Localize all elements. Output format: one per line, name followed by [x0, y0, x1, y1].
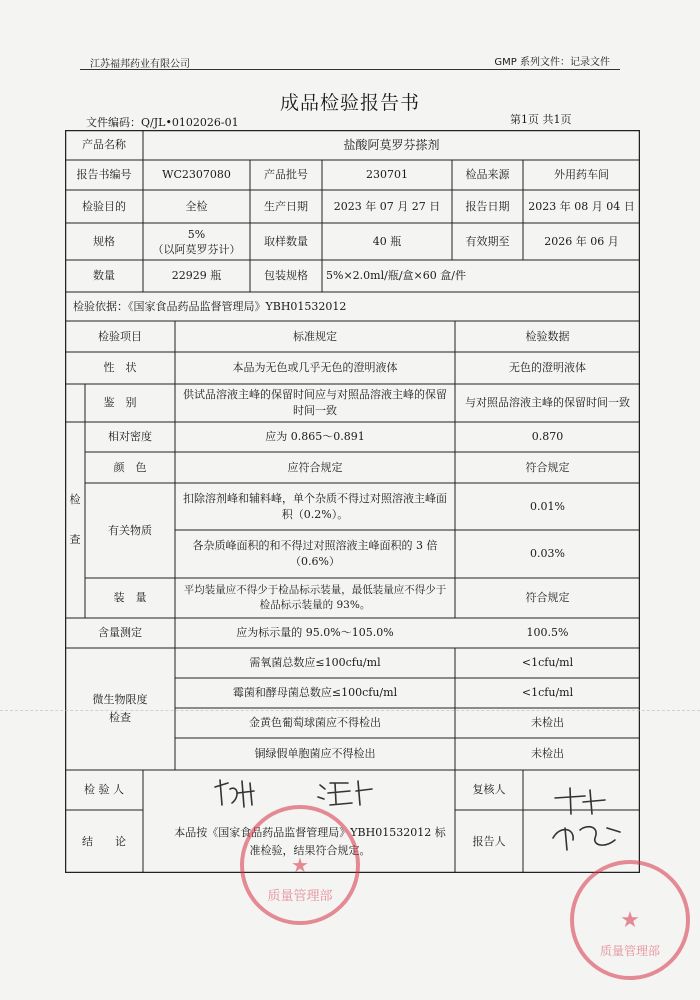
assay-result: 100.5%	[526, 626, 569, 639]
test-basis: 检验依据：《国家食品药品监督管理局》YBH01532012	[73, 299, 347, 313]
quantity-label: 数量	[93, 269, 115, 282]
product-name-label: 产品名称	[82, 138, 126, 151]
col-head-standard: 标准规定	[293, 329, 337, 343]
fill-label: 装 量	[113, 591, 147, 604]
micro-standard-4: 铜绿假单胞菌应不得检出	[254, 747, 376, 760]
micro-result-2: <1cfu/ml	[521, 686, 574, 699]
page-info: 第1页 共1页	[510, 113, 572, 126]
microbial-label	[65, 648, 175, 770]
company-name: 江苏福邦药业有限公司	[90, 59, 190, 70]
svg-text:★: ★	[620, 908, 640, 933]
related-result-1: 0.01%	[530, 499, 565, 513]
check-label-1: 检	[69, 493, 81, 506]
microbial-label-2: 检查	[109, 711, 131, 724]
reviewer-reporter-signatures	[545, 780, 635, 855]
quality-dept-seal-right	[565, 855, 695, 985]
identification-standard: 供试品溶液主峰的保留时间应与对照品溶液主峰的保留时间一致	[183, 388, 447, 417]
character-label: 性 状	[103, 361, 137, 374]
gmp-label: GMP 系列文件：记录文件	[494, 57, 610, 68]
sample-qty-label: 取样数量	[264, 234, 308, 248]
character-standard: 本品为无色或几乎无色的澄明液体	[232, 361, 398, 374]
prod-date-label: 生产日期	[264, 199, 308, 213]
quality-dept-seal-left	[235, 800, 365, 930]
micro-standard-3: 金黄色葡萄球菌应不得检出	[249, 716, 381, 729]
micro-result-1: <1cfu/ml	[521, 656, 574, 669]
document-number: 文件编码：Q/JL•0102026-01	[86, 116, 239, 129]
spec-value	[143, 223, 250, 260]
report-no: WC2307080	[162, 168, 231, 181]
assay-label: 含量测定	[98, 626, 142, 639]
col-head-item: 检验项目	[98, 329, 142, 343]
package-value: 5%×2.0ml/瓶/盒×60 盒/件	[326, 269, 466, 282]
density-standard: 应为 0.865～0.891	[265, 430, 365, 443]
micro-result-4: 未检出	[531, 747, 564, 760]
check-group-label	[65, 422, 85, 618]
expiry-label: 有效期至	[465, 234, 510, 248]
conclusion-label: 结 论	[82, 834, 126, 848]
check-label-2: 查	[69, 533, 81, 546]
reporter-label: 报告人	[472, 834, 506, 848]
character-result: 无色的澄明液体	[509, 361, 586, 374]
related-result-2: 0.03%	[530, 547, 565, 560]
purpose-label: 检验目的	[82, 199, 126, 213]
product-name: 盐酸阿莫罗芬搽剂	[343, 138, 440, 152]
conclusion-text: 本品按《国家食品药品监督管理局》YBH01532012 标准检验，结果符合规定。	[174, 825, 446, 857]
identification-result: 与对照品溶液主峰的保留时间一致	[465, 396, 630, 409]
micro-standard-1: 需氧菌总数应≤100cfu/ml	[249, 656, 381, 669]
svg-text:★: ★	[291, 853, 309, 877]
density-result: 0.870	[531, 430, 564, 443]
identification-label: 鉴 别	[103, 396, 137, 409]
package-label: 包装规格	[264, 269, 308, 282]
spec-label: 规格	[93, 234, 115, 248]
fill-result: 符合规定	[525, 591, 570, 604]
report-no-label: 报告书编号	[76, 168, 132, 181]
reviewer-label: 复核人	[472, 783, 506, 796]
scan-artifact-line	[0, 710, 700, 711]
micro-standard-2: 霉菌和酵母菌总数应≤100cfu/ml	[232, 686, 398, 699]
fill-standard: 平均装量应不得少于检品标示装量，最低装量应不得少于检品标示装量的 93%。	[183, 584, 447, 611]
svg-text:质量管理部: 质量管理部	[599, 944, 661, 958]
spec-line-2: （以阿莫罗芬计）	[152, 242, 241, 256]
source-label: 检品来源	[465, 168, 510, 181]
batch-label: 产品批号	[264, 168, 308, 181]
batch-number: 230701	[366, 168, 408, 181]
density-label: 相对密度	[108, 430, 152, 443]
report-date-label: 报告日期	[465, 199, 510, 213]
report-date: 2023 年 08 月 04 日	[528, 199, 635, 213]
color-label: 颜 色	[113, 460, 147, 474]
sample-qty: 40 瓶	[372, 234, 402, 248]
expiry-value: 2026 年 06 月	[544, 234, 619, 248]
prod-date: 2023 年 07 月 27 日	[333, 199, 441, 213]
color-standard: 应符合规定	[287, 460, 343, 474]
microbial-label-1: 微生物限度	[92, 693, 148, 706]
related-substances-label: 有关物质	[108, 523, 152, 537]
purpose-value: 全检	[185, 199, 208, 213]
assay-standard: 应为标示量的 95.0%～105.0%	[236, 626, 394, 639]
related-standard-1: 扣除溶剂峰和辅料峰，单个杂质不得过对照溶液主峰面积（0.2%）。	[183, 491, 447, 521]
report-table	[65, 130, 640, 873]
col-head-result: 检验数据	[525, 329, 570, 343]
header-divider	[80, 69, 620, 70]
quantity-value: 22929 瓶	[171, 269, 222, 282]
source-value: 外用药车间	[554, 168, 609, 181]
spec-line-1: 5%	[187, 227, 206, 241]
color-result: 符合规定	[525, 460, 570, 474]
report-title: 成品检验报告书	[279, 92, 420, 114]
svg-text:质量管理部: 质量管理部	[267, 889, 333, 904]
related-standard-2: 各杂质峰面积的和不得过对照溶液主峰面积的 3 倍（0.6%）	[192, 539, 438, 568]
micro-result-3: 未检出	[531, 716, 564, 729]
inspector-label: 检 验 人	[84, 783, 124, 796]
